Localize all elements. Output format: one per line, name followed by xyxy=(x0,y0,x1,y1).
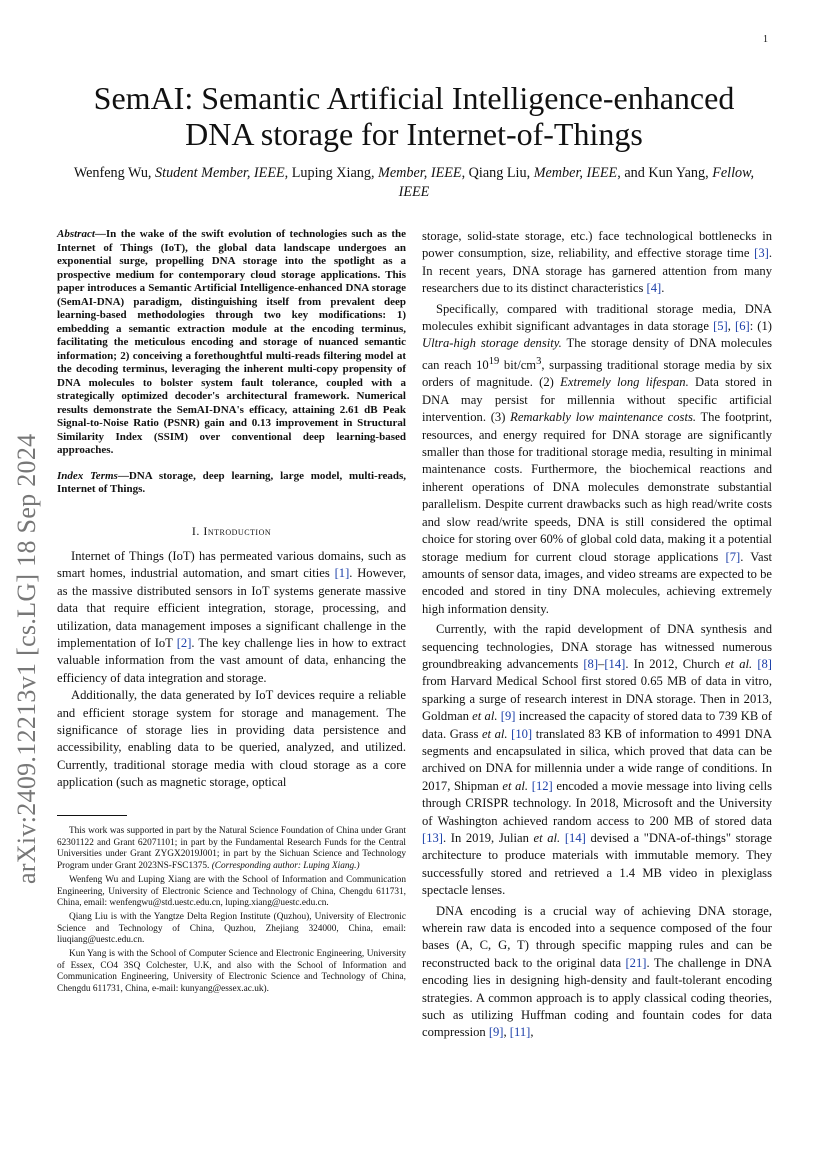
citation-link[interactable]: [9] xyxy=(500,709,516,724)
paragraph: DNA encoding is a crucial way of achieving DNA storage, wherein raw data is encoded into a sequence composed of the four bases (A, C, G, T) through specific mapping rules and can be reconstructed back to the original data [21]. The challenge in DNA encoding lies in designing high-density and fault-tolerant encoding strategies. A common approach is to apply classical coding theories, such as utilizing Huffman coding and fountain codes for data compression [9], [11], xyxy=(422,903,772,1040)
author-name: Luping Xiang, xyxy=(291,165,375,181)
index-terms-text: —DNA storage, deep learning, large model, multi-reads, Internet of Things. xyxy=(57,469,406,495)
abstract-label: Abstract xyxy=(57,228,95,240)
citation-link[interactable]: [14] xyxy=(564,831,586,845)
citation-link[interactable]: [21] xyxy=(625,955,647,970)
citation-link[interactable]: [8] xyxy=(757,656,772,671)
citation-link[interactable]: [3] xyxy=(754,246,769,261)
index-terms xyxy=(57,470,406,497)
citation-link[interactable]: [1] xyxy=(334,566,350,581)
footnote: This work was supported in part by the Natural Science Foundation of China under Grant 62301122 and Grant 62071101; in part by the Fundamental Research Funds for the Central Universities under Grant ZYGX2019J001; in part by the Sichuan Science and Technology Program under Grant 2023NS-FSC1375. (Corresponding author: Luping Xiang.) xyxy=(57,826,406,872)
author-name: Wenfeng Wu, xyxy=(73,165,152,181)
citation-link[interactable]: [4] xyxy=(646,281,662,296)
paper-title xyxy=(60,80,768,152)
left-column xyxy=(57,228,406,792)
abstract xyxy=(57,228,406,458)
author-role: Student Member, IEEE xyxy=(155,165,285,181)
citation-link[interactable]: [14] xyxy=(604,656,626,671)
paragraph: Specifically, compared with traditional storage media, DNA molecules exhibit significant advantages in data storage [5], [6]: (1) Ultra-high storage density. The storage density of DNA molecules can reach $10^{19}$ bit/$cm^3$, surpassing traditional storage media by six orders of magnitude. (2) Extremely long lifespan. Data stored in DNA may persist for millennia without specific artificial intervention. (3) Remarkably low maintenance costs. The footprint, resources, and energy required for DNA storage are significantly smaller than those for traditional storage media, resulting in minimal maintenance costs. Furthermore, the biochemical reactions and inherent operations of DNA molecules demonstrate substantial parallelism. Despite current drawbacks such as high read/write costs and slow read/write speeds, DNA is still considered the optimal choice for storing over 60% of global cold data, making it a potential storage medium for current cloud storage applications [7]. Vast amounts of sensor data, images, and video streams are expected to be encoded and stored in tiny DNA molecules, achieving extremely high information density. xyxy=(422,301,773,616)
footnote-rule xyxy=(57,815,127,816)
footnote: Qiang Liu is with the Yangtze Delta Region Institute (Quzhou), University of Electronic Science and Technology of China, Quzhou, Zhejiang 324000, China, email: liuqiang@uestc.edu.cn. xyxy=(57,911,406,946)
abstract-text: —In the wake of the swift evolution of technologies such as the Internet of Things (IoT), the global data landscape undergoes an exponential surge, propelling DNA storage into the spotlight as a prospective medium for contemporary cloud storage applications. This paper introduces a Semantic Artificial Intelligence-enhanced DNA storage (SemAI-DNA) paradigm, distinguishing itself from prevalent deep learning-based methodologies through two key modifications: 1) embedding a semantic extraction module at the encoding terminus, facilitating the meticulous encoding and storage of nuanced semantic information; 2) conceiving a forethoughtful multi-reads filtering model at the decoding terminus, leveraging the inherent multi-copy propensity of DNA molecules to bolster system fault tolerance, coupled with a strategically optimized decoder's architectural framework. Numerical results demonstrate the SemAI-DNA's efficacy, attaining 2.61 dB Peak Signal-to-Noise Ratio (PSNR) gain and 0.13 improvement in Structural Similarity Index (SSIM) over conventional deep learning-based approaches. xyxy=(57,228,406,456)
citation-link[interactable]: [12] xyxy=(531,778,553,793)
citation-link[interactable]: [10] xyxy=(511,726,533,741)
paragraph: Currently, with the rapid development of DNA synthesis and sequencing technologies, DNA storage has witnessed numerous groundbreaking advancements [8]–[14]. In 2012, Church et al. [8] from Harvard Medical School first stored 0.65 MB of data in vitro, sparking a surge of research interest in DNA storage. Then in 2013, Goldman et al. [9] increased the capacity of stored data to 739 KB of data. Grass et al. [10] translated 83 KB of information to 4991 DNA segments and encapsulated in silica, which proved that data can be archived on DNA for millennia under a wide range of conditions. In 2017, Shipman et al. [12] encoded a movie message into living cells through CRISPR technology. In 2018, Microsoft and the University of Washington achieved random access to 200 MB of stored data [13]. In 2019, Julian et al. [14] devised a "DNA-of-things" storage architecture to produce materials with immutable memory. They successfully stored and retrieved a 1.4 MB video in plexiglass spectacle lenses. xyxy=(422,622,772,898)
author-list: Wenfeng Wu, Student Member, IEEE, Luping Xiang, Member, IEEE, Qiang Liu, Member, IEEE, and Kun Yang, Fellow, IEEE xyxy=(73,165,755,200)
footnotes xyxy=(57,826,406,998)
author-name: Qiang Liu, xyxy=(468,165,531,181)
footnote: Kun Yang is with the School of Computer Science and Electronic Engineering, University of Essex, CO4 3SQ Colchester, U.K, and also with the School of Information and Communication Engineering, University of Electronic Science and Technology of China, Chengdu 611731, China, e-mail: kunyang@essex.ac.uk). xyxy=(57,949,406,995)
author-role: Member, IEEE xyxy=(378,165,462,181)
author-role: Fellow, IEEE xyxy=(398,165,755,200)
title-line-2: DNA storage for Internet-of-Things xyxy=(185,116,643,152)
citation-link[interactable]: [13] xyxy=(422,831,443,845)
paragraph: Additionally, the data generated by IoT devices require a reliable and efficient storage system for storage and management. The significance of storage lies in providing data persistence and accessibility, enabling data to be queried, analyzed, and utilized. Currently, traditional storage media with cloud storage as a core application (such as magnetic storage, optical xyxy=(57,688,406,790)
title-line-1: SemAI: Semantic Artificial Intelligence-enhanced xyxy=(93,80,735,116)
footnote: Wenfeng Wu and Luping Xiang are with the School of Information and Communication Engineering, University of Electronic Science and Technology of China, Chengdu 611731, China, email: wenfengwu@std.uestc.edu.cn, luping.xiang@uestc.edu.cn. xyxy=(57,874,406,909)
paragraph: storage, solid-state storage, etc.) face technological bottlenecks in power consumption, size, reliability, and effective storage time [3]. In recent years, DNA storage has garnered attention from many researchers due to its distinct characteristics [4]. xyxy=(422,229,772,296)
citation-link[interactable]: [11] xyxy=(509,1025,531,1040)
author-name: and Kun Yang, xyxy=(624,165,709,181)
right-column xyxy=(422,228,772,1042)
section-heading: I. Introduction xyxy=(191,523,272,538)
page-number: 1 xyxy=(763,34,768,45)
citation-link[interactable]: [5] xyxy=(713,319,728,334)
citation-link[interactable]: [9] xyxy=(488,1025,504,1040)
paragraph: Internet of Things (IoT) has permeated various domains, such as smart homes, industrial automation, and smart cities [1]. However, as the massive distributed sensors in IoT systems generate massive data that require efficient integration, storage, processing, and utilization, data management imposes a significant challenge in the implementation of IoT [2]. The key challenge lies in how to extract valuable information from the vast amount of data, enhancing the efficiency of data integration and storage. xyxy=(57,548,406,685)
citation-link[interactable]: [6] xyxy=(735,319,750,334)
author-role: Member, IEEE xyxy=(533,165,618,181)
citation-link[interactable]: [8] xyxy=(583,656,599,671)
index-terms-label: Index Terms xyxy=(57,469,118,482)
citation-link[interactable]: [7] xyxy=(725,549,741,564)
citation-link[interactable]: [2] xyxy=(176,635,192,650)
arxiv-stamp: arXiv:2409.12213v1 [cs.LG] 18 Sep 2024 xyxy=(12,433,41,884)
